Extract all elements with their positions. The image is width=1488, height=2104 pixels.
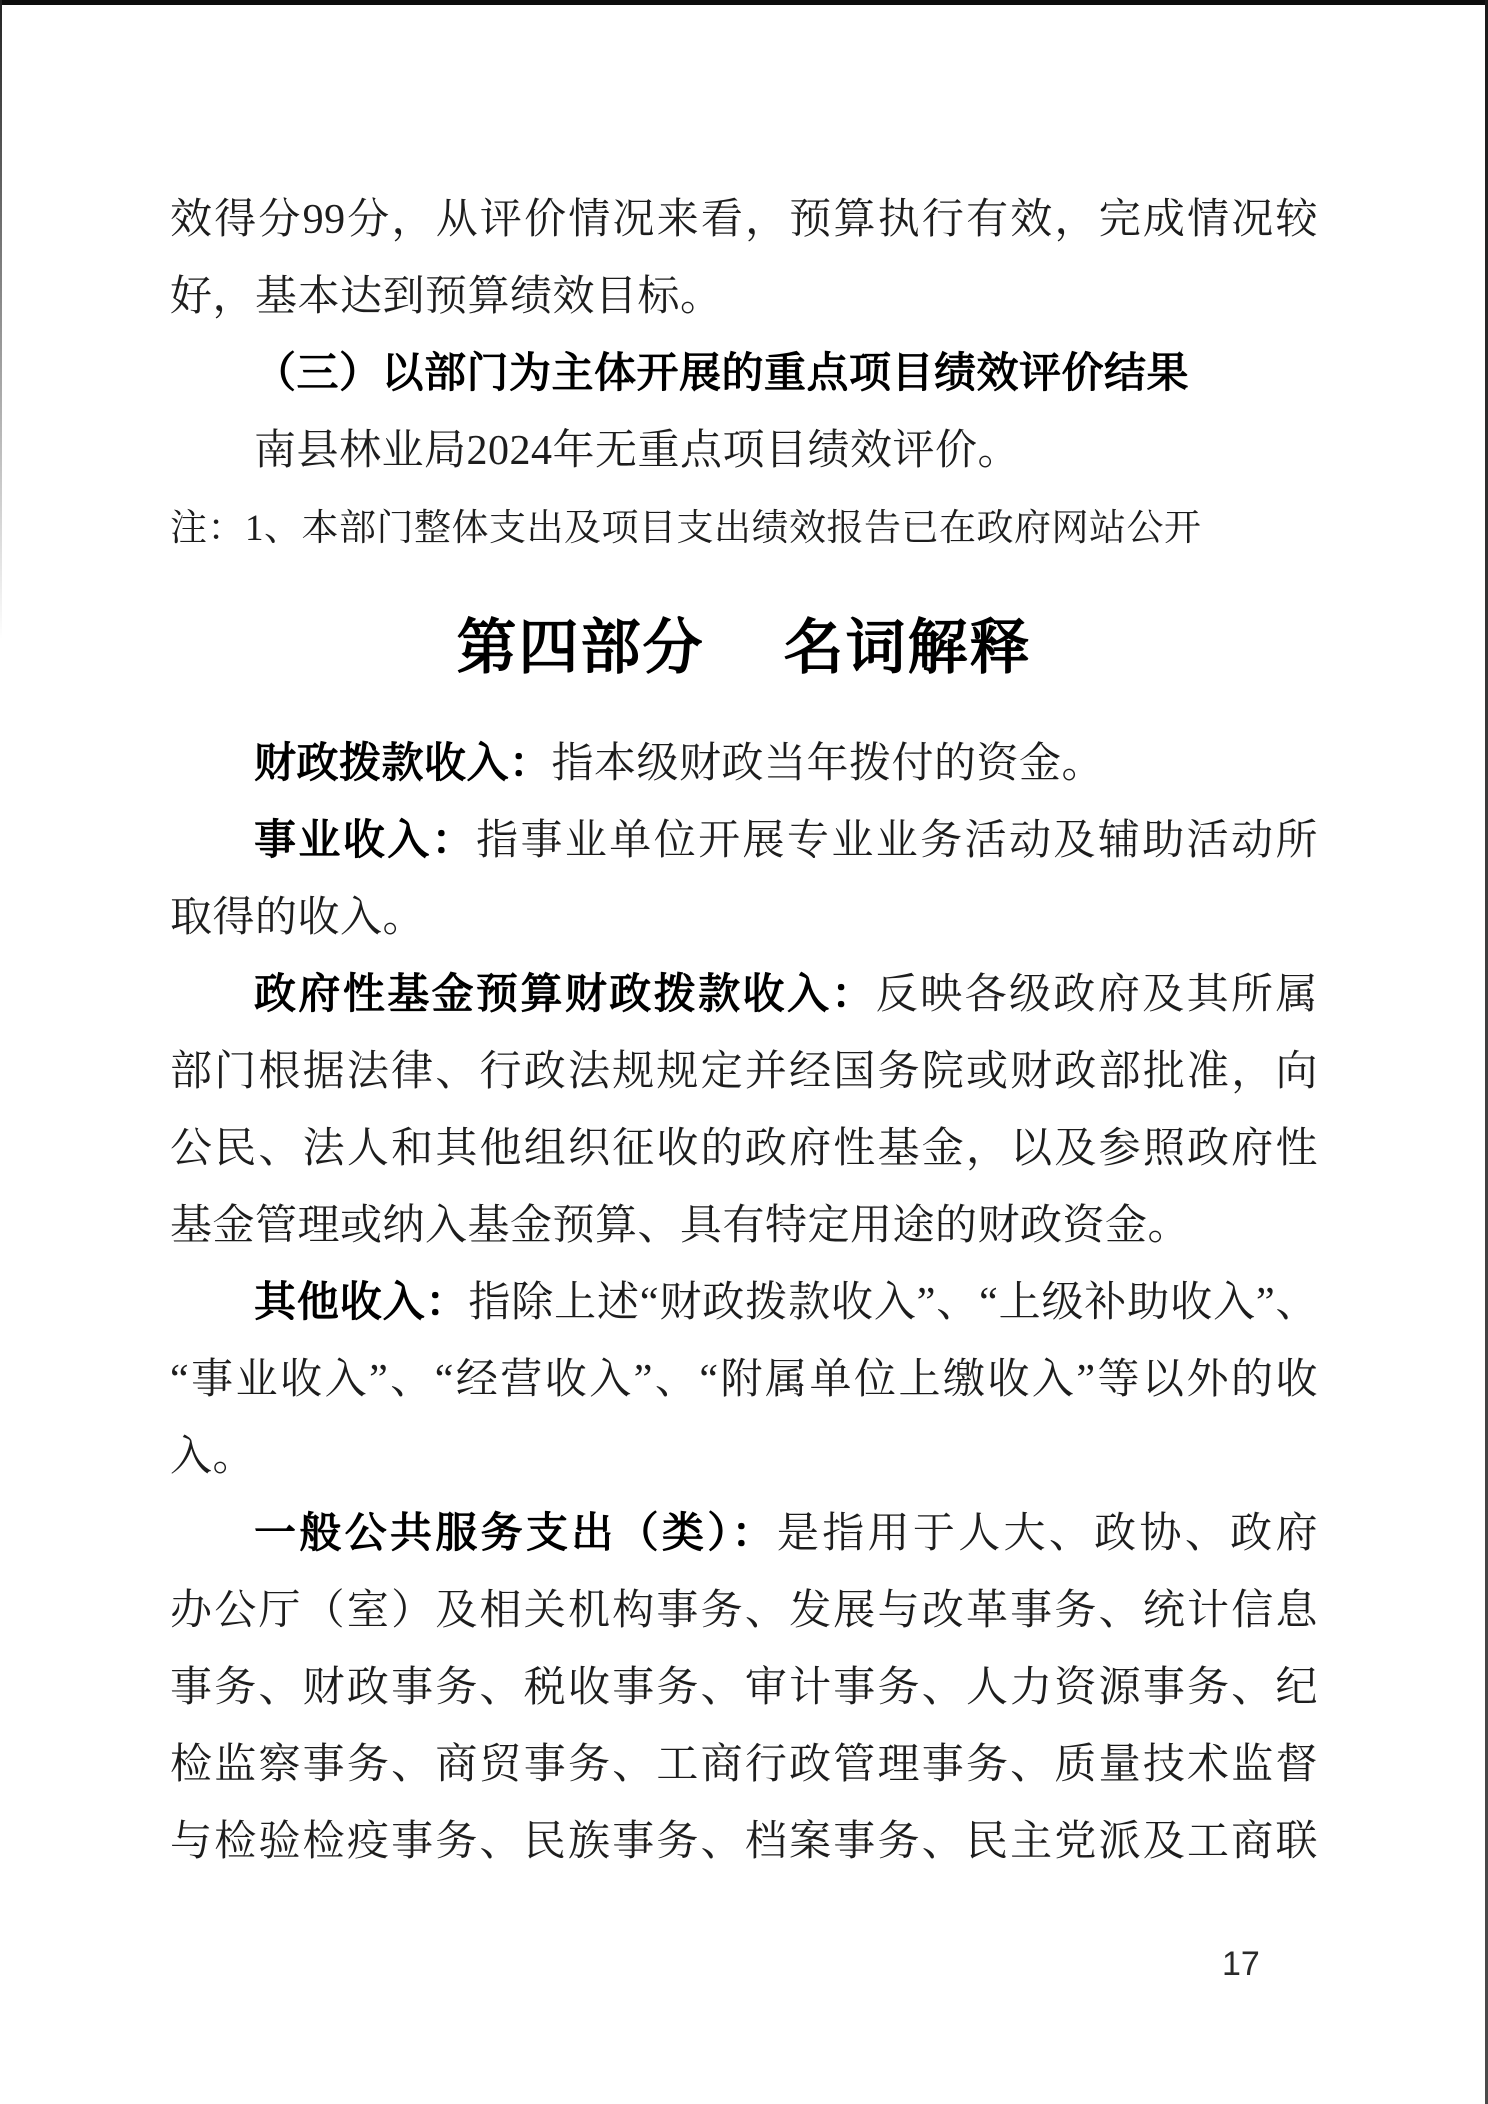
line-text: 效得分99分，从评价情况来看，预算执行有效，完成情况较	[170, 197, 1318, 243]
body-line	[170, 182, 1318, 259]
body-line	[170, 259, 1318, 336]
line-text: 反映各级政府及其所属	[875, 972, 1318, 1018]
line-text: 注：1、本部门整体支出及项目支出绩效报告已在政府网站公开	[170, 508, 1202, 549]
line-text: 办公厅（室）及相关机构事务、发展与改革事务、统计信息	[170, 1588, 1318, 1634]
page-content	[170, 182, 1318, 1881]
body-line	[170, 1034, 1318, 1111]
line-text: 好，基本达到预算绩效目标。	[170, 274, 723, 320]
definition-term: 一般公共服务支出（类）：	[254, 1511, 777, 1557]
line-text: 公民、法人和其他组织征收的政府性基金，以及参照政府性	[170, 1126, 1318, 1172]
line-text: 指事业单位开展专业业务活动及辅助活动所	[476, 818, 1318, 864]
definition-term: 政府性基金预算财政拨款收入：	[254, 972, 876, 1018]
body-line	[170, 1342, 1318, 1419]
part-title: 第四部分 名词解释	[456, 615, 1032, 681]
body-line	[170, 1419, 1318, 1496]
line-text: 指本级财政当年拨付的资金。	[551, 741, 1105, 787]
scan-border-left	[0, 0, 2, 640]
line-text: （三）以部门为主体开展的重点项目绩效评价结果	[254, 351, 1190, 397]
body-line	[170, 1650, 1318, 1727]
definition-line	[170, 803, 1318, 880]
body-line	[170, 1573, 1318, 1650]
line-text: 是指用于人大、政协、政府	[776, 1511, 1318, 1557]
line-text: 与检验检疫事务、民族事务、档案事务、民主党派及工商联	[170, 1819, 1318, 1865]
definition-line	[170, 726, 1318, 803]
definition-term: 其他收入：	[254, 1280, 469, 1326]
page-number: 17	[1222, 1945, 1260, 1983]
definition-term: 财政拨款收入：	[254, 741, 552, 787]
line-text: “事业收入”、“经营收入”、“附属单位上缴收入”等以外的收	[170, 1357, 1318, 1403]
line-text: 指除上述“财政拨款收入”、“上级补助收入”、	[468, 1280, 1318, 1326]
body-line	[170, 1111, 1318, 1188]
line-text: 基金管理或纳入基金预算、具有特定用途的财政资金。	[170, 1203, 1191, 1249]
line-text: 取得的收入。	[170, 895, 426, 941]
line-text: 南县林业局2024年无重点项目绩效评价。	[254, 428, 1021, 474]
definition-line	[170, 1265, 1318, 1342]
body-line	[170, 1188, 1318, 1265]
line-text: 入。	[170, 1434, 256, 1480]
definition-line	[170, 1496, 1318, 1573]
line-text: 事务、财政事务、税收事务、审计事务、人力资源事务、纪	[170, 1665, 1318, 1711]
line-text: 检监察事务、商贸事务、工商行政管理事务、质量技术监督	[170, 1742, 1318, 1788]
definition-term: 事业收入：	[254, 818, 477, 864]
scan-border-top	[0, 0, 1488, 5]
body-line	[170, 880, 1318, 957]
section-heading-level2	[170, 336, 1318, 413]
line-text: 部门根据法律、行政法规规定并经国务院或财政部批准，向	[170, 1049, 1318, 1095]
note-line	[170, 490, 1318, 567]
body-line	[170, 413, 1318, 490]
body-line	[170, 1727, 1318, 1804]
definition-line	[170, 957, 1318, 1034]
body-line	[170, 1804, 1318, 1881]
